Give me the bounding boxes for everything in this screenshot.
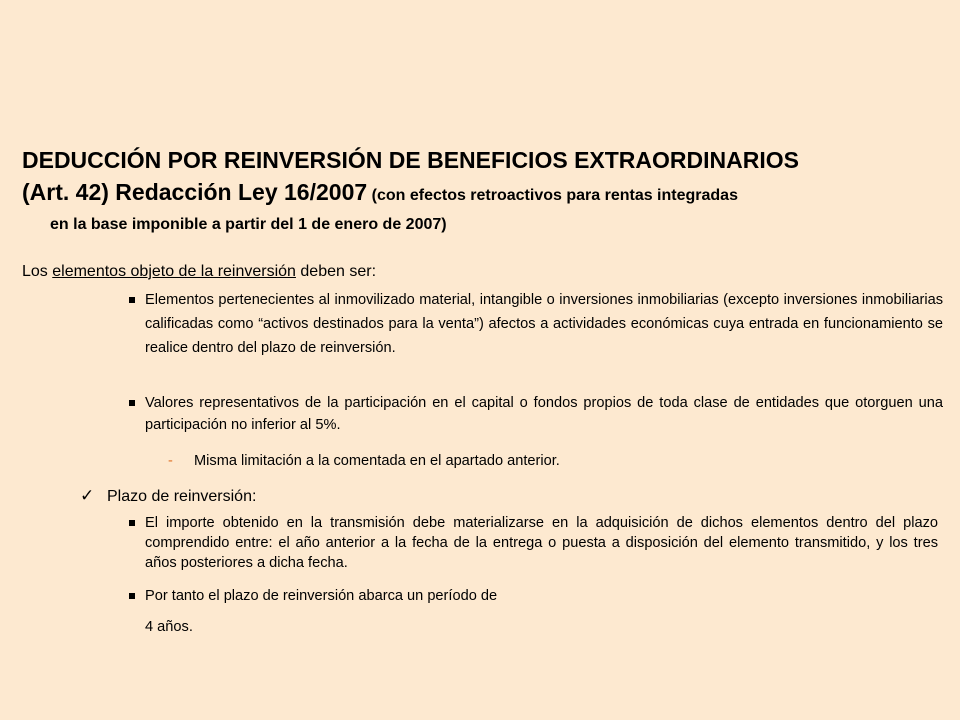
checkmark-icon: ✓ <box>80 486 95 505</box>
check-item-text: Plazo de reinversión: <box>107 488 257 505</box>
square-bullet-icon <box>129 520 135 526</box>
bullet-text-line-2: 4 años. <box>145 619 193 635</box>
bullet-item <box>128 584 943 642</box>
bullet-text: El importe obtenido en la transmisión debe materializarse en la adquisición de dichos elementos dentro del plazo comprendido entre: el año anterior a la fecha de la entrega o puesta a disposición del elemento transmitido, y los tres años posteriores a dicha fecha. <box>145 515 938 571</box>
bullet-text: Valores representativos de la participación en el capital o fondos propios de toda clase de entidades que otorguen una participación no inferior al 5%. <box>145 395 943 433</box>
title-line-2-note: (con efectos retroactivos para rentas integradas <box>367 187 738 204</box>
slide-title <box>22 144 927 238</box>
intro-underlined: elementos objeto de la reinversión <box>52 263 296 280</box>
sub-item <box>168 449 560 473</box>
dash-icon: - <box>168 453 173 469</box>
bullet-item <box>128 392 943 436</box>
square-bullet-icon <box>129 400 135 406</box>
intro-suffix: deben ser: <box>295 263 377 280</box>
sub-item-text: Misma limitación a la comentada en el apartado anterior. <box>194 453 560 469</box>
square-bullet-icon <box>129 593 135 599</box>
bullet-item <box>128 288 943 360</box>
title-line-2 <box>22 176 927 212</box>
title-line-3: en la base imponible a partir del 1 de enero de 2007) <box>50 216 447 233</box>
intro-prefix: Los <box>22 263 53 280</box>
bullet-item <box>128 513 938 573</box>
check-item <box>80 484 256 509</box>
bullet-list-3 <box>128 513 938 573</box>
intro-paragraph <box>22 260 376 284</box>
title-line-2-main: (Art. 42) Redacción Ley 16/2007 <box>22 179 368 205</box>
title-line-1: DEDUCCIÓN POR REINVERSIÓN DE BENEFICIOS EXTRAORDINARIOS <box>22 147 799 173</box>
bullet-text: Elementos pertenecientes al inmovilizado material, intangible o inversiones inmobiliarias (excepto inversiones inmobiliarias calificadas como “activos destinados para la venta”) afectos a actividades económicas cuya entrada en funcionamiento se realice dentro del plazo de reinversión. <box>145 292 943 356</box>
square-bullet-icon <box>129 297 135 303</box>
bullet-list-2 <box>128 392 943 436</box>
bullet-list-1 <box>128 288 943 360</box>
bullet-text-line-1: Por tanto el plazo de reinversión abarca un período de <box>145 588 498 604</box>
bullet-list-4 <box>128 584 943 642</box>
